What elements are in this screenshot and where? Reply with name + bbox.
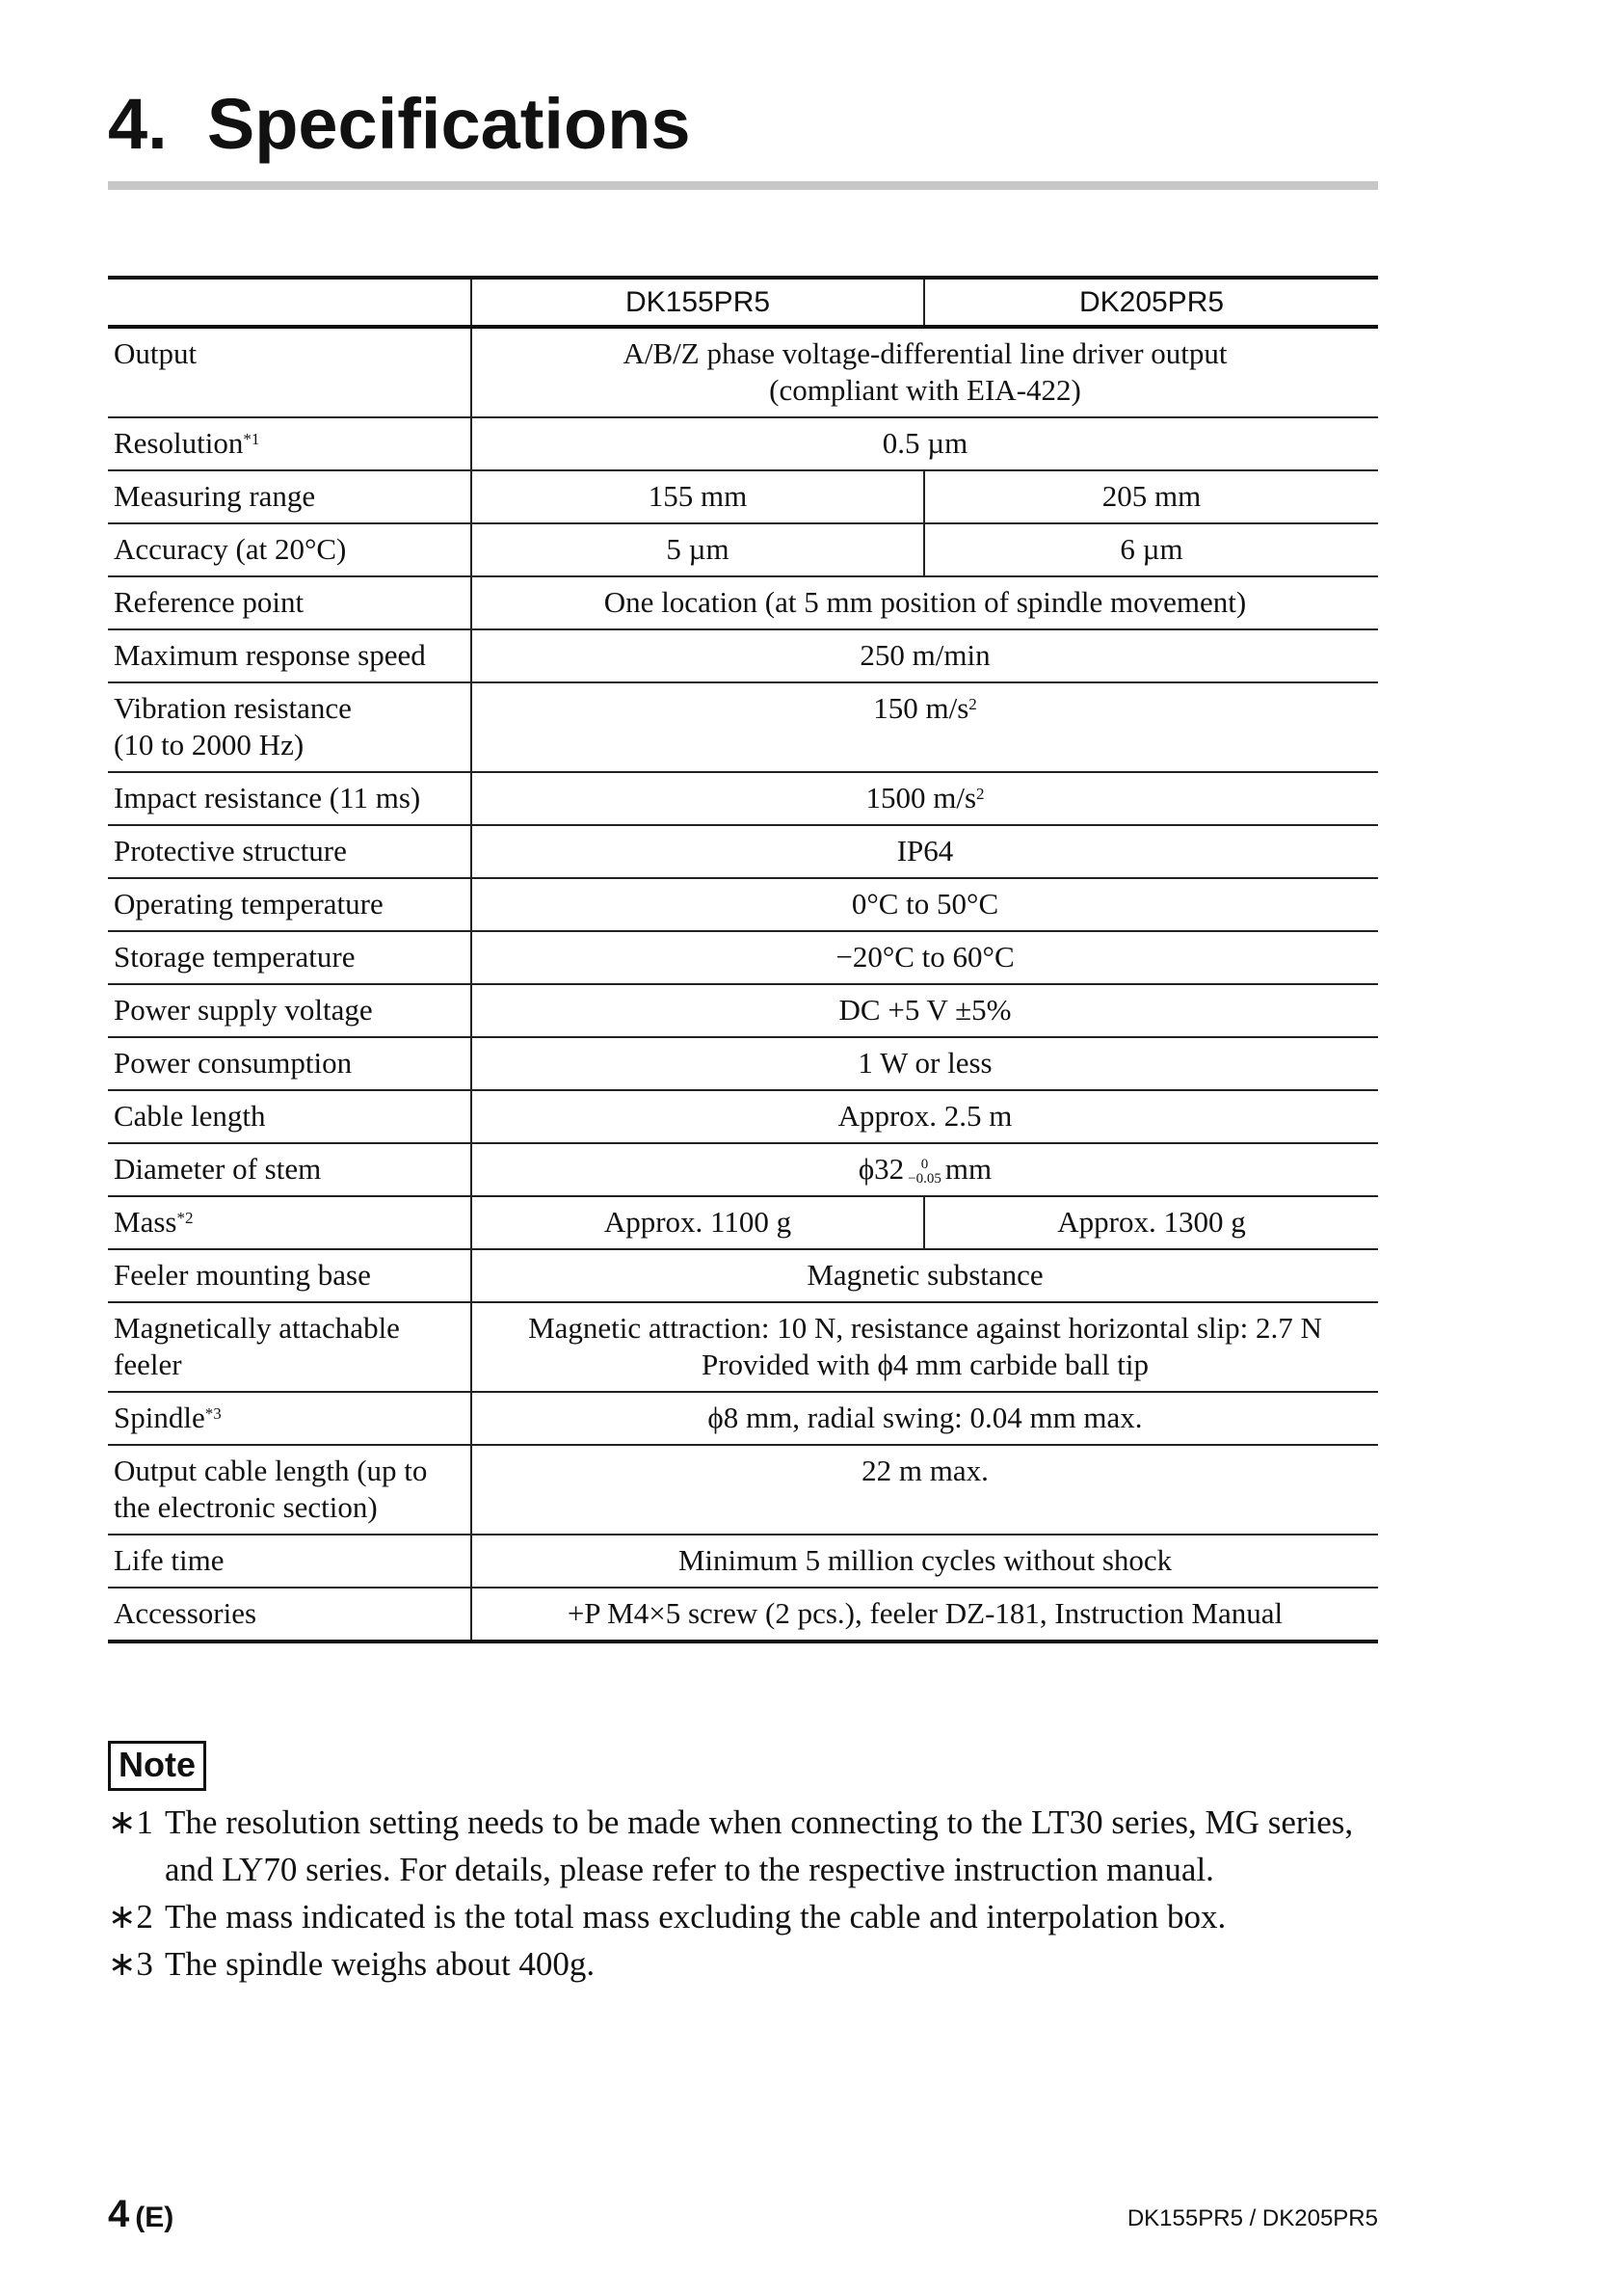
- table-row: [108, 878, 1378, 931]
- row-value: ϕ8 mm, radial swing: 0.04 mm max.: [471, 1392, 1378, 1445]
- table-row: [108, 984, 1378, 1037]
- row-value: One location (at 5 mm position of spindle movement): [471, 576, 1378, 629]
- row-value: +P M4×5 screw (2 pcs.), feeler DZ-181, Instruction Manual: [471, 1588, 1378, 1642]
- page-number: 4 (E): [108, 2193, 174, 2235]
- row-value: 250 m/min: [471, 629, 1378, 682]
- row-label: Feeler mounting base: [108, 1249, 471, 1302]
- row-value: 150 $m/s^2$: [471, 682, 1378, 772]
- table-row: [108, 1249, 1378, 1302]
- section-title: Specifications: [206, 84, 691, 164]
- row-label: Accuracy (at 20°C): [108, 523, 471, 576]
- table-row: [108, 1037, 1378, 1090]
- row-label: Accessories: [108, 1588, 471, 1642]
- footnote-item: [108, 1893, 1390, 1940]
- table-header-row: [108, 278, 1378, 327]
- row-value: Magnetic attraction: 10 N, resistance against horizontal slip: 2.7 N Provided with ϕ4 mm carbide ball tip: [471, 1302, 1378, 1392]
- page-title: [108, 84, 691, 164]
- row-label: Magnetically attachable feeler: [108, 1302, 471, 1392]
- row-value: ϕ32 0 −0.05 mm: [471, 1143, 1378, 1196]
- row-label: Maximum response speed: [108, 629, 471, 682]
- row-label: Mass$^{*2}$: [108, 1196, 471, 1249]
- table-row: [108, 327, 1378, 417]
- row-label: Life time: [108, 1535, 471, 1588]
- row-value: 22 m max.: [471, 1445, 1378, 1535]
- footnote-mark: ∗2: [108, 1898, 153, 1936]
- footer-model-names: DK155PR5 / DK205PR5: [1127, 2205, 1378, 2231]
- row-value: 1500 $m/s^2$: [471, 772, 1378, 825]
- row-value: 0°C to 50°C: [471, 878, 1378, 931]
- header-model-1: DK155PR5: [471, 278, 924, 327]
- row-value: Magnetic substance: [471, 1249, 1378, 1302]
- footnote-text: The resolution setting needs to be made when connecting to the LT30 series, MG series, and LY70 series. For details, please refer to the respective instruction manual.: [165, 1803, 1354, 1888]
- row-value-model-1: 5 µm: [471, 523, 924, 576]
- row-value-model-2: 205 mm: [924, 470, 1378, 523]
- footnote-mark: ∗3: [108, 1945, 153, 1983]
- table-row: [108, 576, 1378, 629]
- table-row: [108, 682, 1378, 772]
- row-label: Impact resistance (11 ms): [108, 772, 471, 825]
- title-underline: [108, 181, 1378, 190]
- row-label: Storage temperature: [108, 931, 471, 984]
- row-label: Cable length: [108, 1090, 471, 1143]
- row-label: Reference point: [108, 576, 471, 629]
- table-row: [108, 1535, 1378, 1588]
- tolerance: 0 −0.05: [908, 1156, 941, 1187]
- row-label: Output: [108, 327, 471, 417]
- footnote-mark: ∗1: [108, 1803, 153, 1841]
- footnote-ref: *3: [204, 1404, 222, 1423]
- table-row: [108, 1090, 1378, 1143]
- footnote-ref: *2: [176, 1209, 194, 1227]
- row-label: Operating temperature: [108, 878, 471, 931]
- table-row: [108, 1302, 1378, 1392]
- table-row: [108, 417, 1378, 470]
- row-label: Output cable length (up to the electronic section): [108, 1445, 471, 1535]
- footnote-item: [108, 1940, 1390, 1988]
- row-label: Protective structure: [108, 825, 471, 878]
- table-row: [108, 931, 1378, 984]
- row-value-model-2: Approx. 1300 g: [924, 1196, 1378, 1249]
- section-number: 4.: [108, 84, 168, 164]
- row-value-model-1: Approx. 1100 g: [471, 1196, 924, 1249]
- row-label: Resolution$^{*1}$: [108, 417, 471, 470]
- row-value: Minimum 5 million cycles without shock: [471, 1535, 1378, 1588]
- row-value-model-2: 6 µm: [924, 523, 1378, 576]
- table-row: [108, 825, 1378, 878]
- row-label: Diameter of stem: [108, 1143, 471, 1196]
- row-label: Spindle$^{*3}$: [108, 1392, 471, 1445]
- row-value: 0.5 µm: [471, 417, 1378, 470]
- table-row: [108, 1143, 1378, 1196]
- table-row: [108, 772, 1378, 825]
- row-label: Measuring range: [108, 470, 471, 523]
- note-label: Note: [108, 1741, 206, 1791]
- table-row: [108, 1392, 1378, 1445]
- table-row: [108, 629, 1378, 682]
- row-label: Vibration resistance (10 to 2000 Hz): [108, 682, 471, 772]
- row-value: 1 W or less: [471, 1037, 1378, 1090]
- footnote-ref: *1: [243, 430, 260, 448]
- footnote-item: [108, 1799, 1390, 1893]
- header-model-2: DK205PR5: [924, 278, 1378, 327]
- table-row: [108, 1196, 1378, 1249]
- table-row: [108, 1588, 1378, 1642]
- row-value-model-1: 155 mm: [471, 470, 924, 523]
- table-row: [108, 470, 1378, 523]
- footnote-list: [108, 1799, 1390, 1988]
- footnote-text: The spindle weighs about 400g.: [165, 1945, 596, 1983]
- row-value: Approx. 2.5 m: [471, 1090, 1378, 1143]
- row-value: IP64: [471, 825, 1378, 878]
- table-row: [108, 523, 1378, 576]
- row-value: A/B/Z phase voltage-differential line driver output (compliant with EIA-422): [471, 327, 1378, 417]
- table-row: [108, 1445, 1378, 1535]
- row-label: Power consumption: [108, 1037, 471, 1090]
- footnote-text: The mass indicated is the total mass excluding the cable and interpolation box.: [165, 1898, 1227, 1936]
- row-value: −20°C to 60°C: [471, 931, 1378, 984]
- row-value: DC +5 V ±5%: [471, 984, 1378, 1037]
- header-empty-cell: [108, 278, 471, 327]
- row-label: Power supply voltage: [108, 984, 471, 1037]
- specifications-table: [108, 276, 1378, 1643]
